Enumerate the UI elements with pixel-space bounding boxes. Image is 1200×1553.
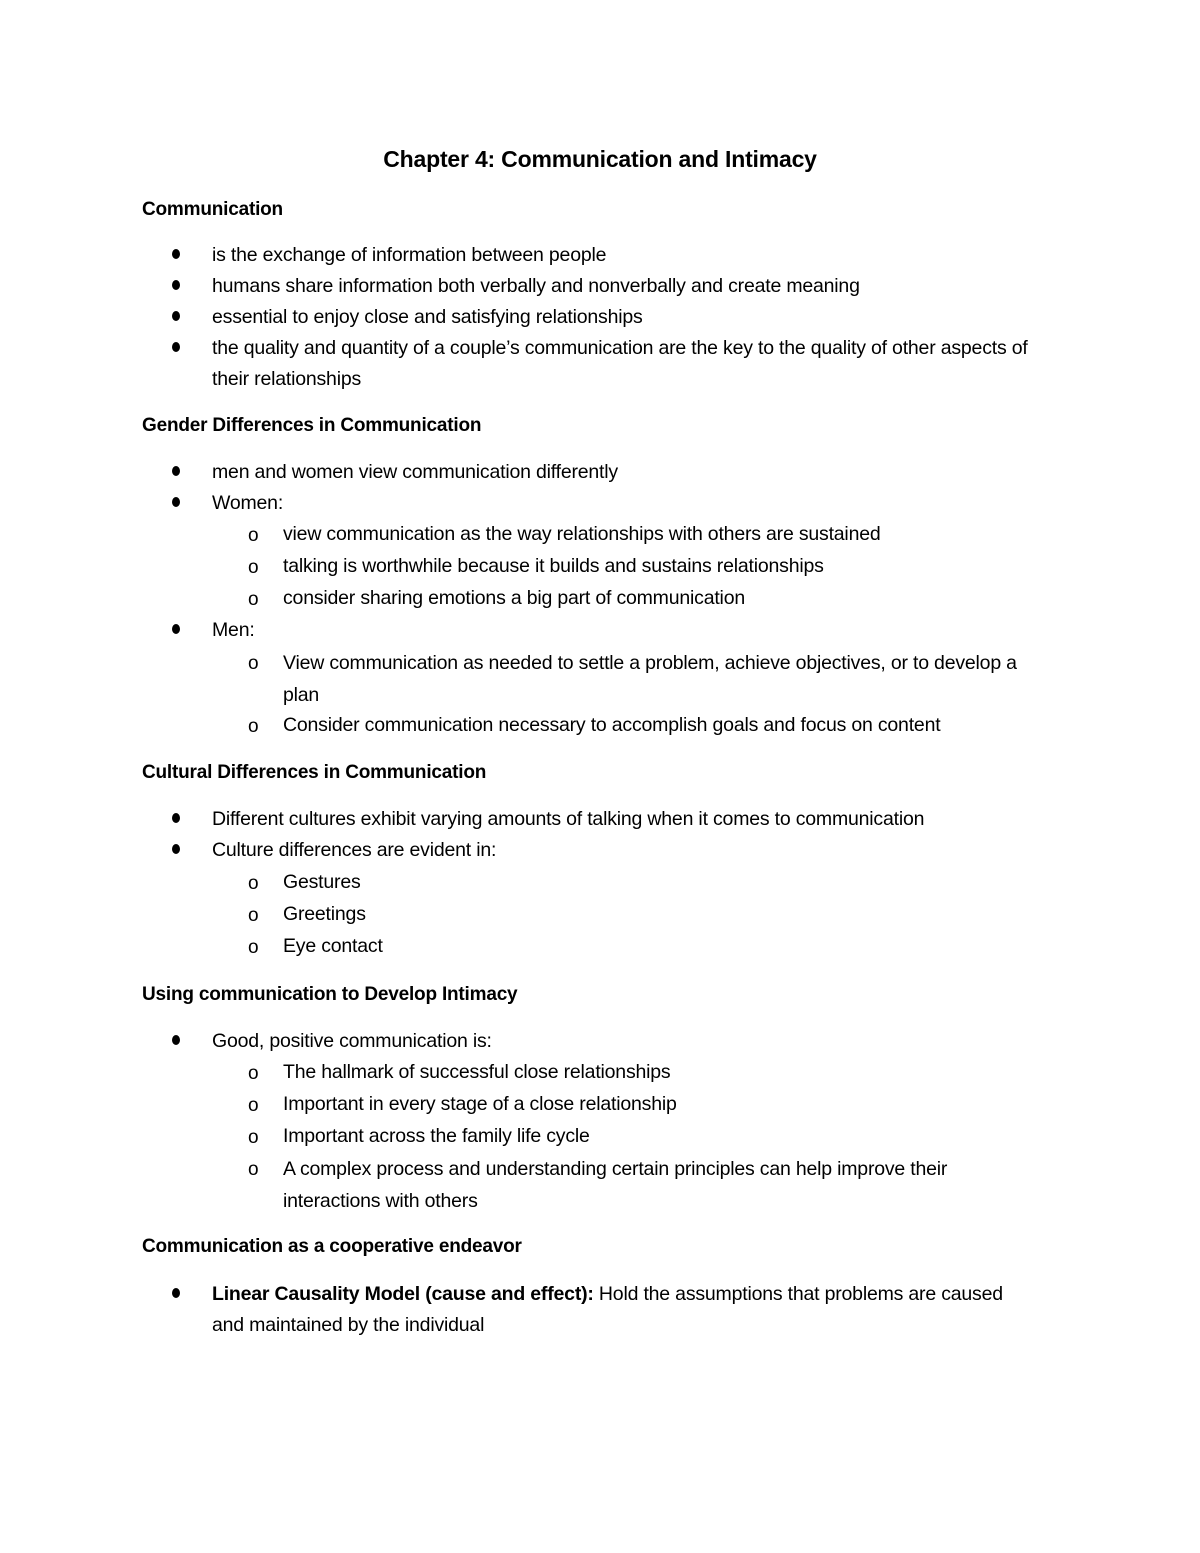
- page-title: Chapter 4: Communication and Intimacy: [383, 146, 817, 172]
- list-item: humans share information both verbally and nonverbally and create meaning: [212, 271, 1072, 302]
- bullet-icon: [172, 280, 180, 290]
- circle-bullet-icon: o: [248, 905, 259, 926]
- list-item: Culture differences are evident in:: [212, 835, 1072, 866]
- bullet-icon: [172, 624, 180, 634]
- sub-list-item: o Gestures: [248, 871, 361, 894]
- list-item: essential to enjoy close and satisfying relationships: [212, 302, 1072, 333]
- circle-bullet-icon: o: [248, 1095, 259, 1116]
- bullet-icon: [172, 249, 180, 259]
- sub-list-item: o talking is worthwhile because it builds and sustains relationships: [248, 555, 824, 578]
- bullet-icon: [172, 1288, 180, 1298]
- list-item: Good, positive communication is:: [212, 1026, 1072, 1057]
- list-item: [212, 1279, 1032, 1341]
- bullet-icon: [172, 813, 180, 823]
- bullet-icon: [172, 466, 180, 476]
- list-item: Women:: [212, 488, 1072, 519]
- circle-bullet-icon: o: [248, 1063, 259, 1084]
- circle-bullet-icon: o: [248, 1127, 259, 1148]
- sub-list-item: o Eye contact: [248, 935, 383, 958]
- circle-bullet-icon: o: [248, 589, 259, 610]
- list-item: Men:: [212, 615, 1072, 646]
- sub-list-item: o Important in every stage of a close relationship: [248, 1093, 677, 1116]
- list-item: Different cultures exhibit varying amounts of talking when it comes to communication: [212, 804, 1072, 835]
- section-heading-gender: Gender Differences in Communication: [142, 415, 482, 436]
- sub-list-item: o consider sharing emotions a big part of communication: [248, 587, 745, 610]
- bullet-icon: [172, 497, 180, 507]
- circle-bullet-icon: o: [248, 525, 259, 546]
- sub-list-item: o Greetings: [248, 903, 366, 926]
- sub-list-item: o A complex process and understanding certain principles can help improve their interactions with others: [248, 1158, 948, 1212]
- bullet-icon: [172, 311, 180, 321]
- term-linear-causality: Linear Causality Model (cause and effect):: [212, 1283, 594, 1305]
- circle-bullet-icon: o: [248, 937, 259, 958]
- bullet-icon: [172, 844, 180, 854]
- section-heading-cooperative: Communication as a cooperative endeavor: [142, 1236, 522, 1257]
- circle-bullet-icon: o: [248, 557, 259, 578]
- sub-list-item: o view communication as the way relationships with others are sustained: [248, 523, 881, 546]
- section-heading-communication: Communication: [142, 199, 283, 220]
- section-heading-cultural: Cultural Differences in Communication: [142, 762, 487, 783]
- circle-bullet-icon: o: [248, 716, 259, 737]
- bullet-icon: [172, 1035, 180, 1045]
- circle-bullet-icon: o: [248, 873, 259, 894]
- circle-bullet-icon: o: [248, 1159, 259, 1180]
- term-definition: Hold the assumptions that problems are caused and maintained by the individual: [212, 1283, 1003, 1336]
- list-item: the quality and quantity of a couple’s communication are the key to the quality of other aspects of their relationships: [212, 333, 1062, 395]
- bullet-icon: [172, 342, 180, 352]
- section-heading-intimacy: Using communication to Develop Intimacy: [142, 984, 518, 1005]
- circle-bullet-icon: o: [248, 653, 259, 674]
- sub-list-item: o View communication as needed to settle a problem, achieve objectives, or to develop a plan: [248, 652, 1017, 706]
- list-item: is the exchange of information between people: [212, 240, 1072, 271]
- list-item: men and women view communication differently: [212, 457, 1072, 488]
- sub-list-item: o The hallmark of successful close relationships: [248, 1061, 671, 1084]
- sub-list-item: o Consider communication necessary to accomplish goals and focus on content: [248, 714, 941, 737]
- sub-list-item: o Important across the family life cycle: [248, 1125, 590, 1148]
